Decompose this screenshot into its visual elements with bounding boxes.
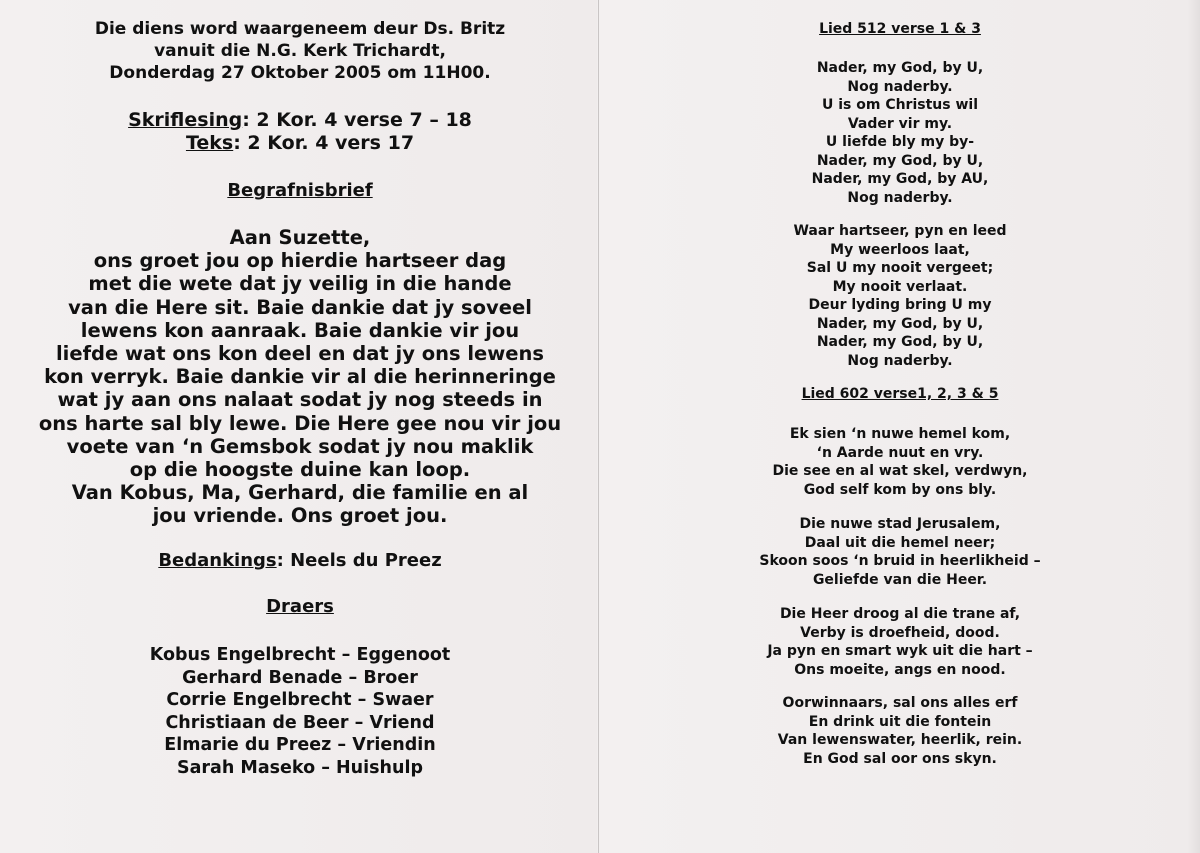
hymn-line: Geliefde van die Heer. (812, 571, 988, 588)
hymn-line: Van lewenswater, heerlik, rein. (777, 732, 1023, 748)
teks-line (20, 132, 580, 155)
hymn1-title-text: Lied 512 verse 1 & 3 (819, 21, 981, 37)
draers-title-text: Draers (266, 596, 334, 617)
hymn2-stanza (599, 425, 1200, 499)
hymn-line: Nader, my God, by U, (816, 152, 984, 169)
hymn-line: Nog naderby. (847, 78, 953, 95)
hymn2-stanza (599, 515, 1200, 589)
hymn-line: Nader, my God, by AU, (811, 171, 989, 187)
scripture-reading (20, 109, 580, 155)
teks-label: Teks (185, 132, 234, 154)
letter-line: ons groet jou op hierdie hartseer dag (93, 249, 507, 273)
bedankings-line (20, 550, 580, 572)
draer-name: Sarah Maseko – Huishulp (177, 757, 423, 778)
letter-body (20, 226, 580, 528)
skriflesing-value: : 2 Kor. 4 verse 7 – 18 (242, 109, 472, 131)
letter-line: kon verryk. Baie dankie vir al die herinneringe (44, 365, 556, 389)
draer-name: Elmarie du Preez – Vriendin (164, 735, 436, 756)
hymn-line: God self kom by ons bly. (803, 481, 997, 498)
hymn-line: Nog naderby. (847, 189, 953, 206)
hymn2-stanza (599, 694, 1200, 768)
header-line: Die diens word waargeneem deur Ds. Britz (94, 19, 506, 39)
header-line: Donderdag 27 Oktober 2005 om 11H00. (109, 63, 491, 83)
draer-name: Corrie Engelbrecht – Swaer (166, 690, 434, 711)
hymn-line: ‘n Aarde nuut en vry. (816, 444, 984, 461)
right-page (598, 0, 1200, 853)
bedankings-value: : Neels du Preez (276, 550, 442, 571)
letter-line: wat jy aan ons nalaat sodat jy nog steeds in (57, 388, 543, 412)
letter-line: van die Here sit. Baie dankie dat jy soveel (68, 295, 532, 319)
hymn1-title (599, 20, 1200, 39)
draer-name: Gerhard Benade – Broer (182, 667, 418, 688)
hymn-line: Deur lyding bring U my (808, 297, 992, 313)
skriflesing-line (20, 109, 580, 132)
hymn-line: U is om Christus wil (821, 97, 978, 113)
hymn-line: Nader, my God, by U, (816, 60, 984, 76)
hymn-line: Vader vir my. (847, 115, 953, 132)
hymn-line: Oorwinnaars, sal ons alles erf (782, 695, 1018, 711)
bedankings (20, 550, 580, 572)
hymn2-title (599, 385, 1200, 404)
hymn-line: U liefde bly my by- (825, 134, 975, 150)
hymn-line: My weerloos laat, (830, 241, 970, 258)
teks-value: : 2 Kor. 4 vers 17 (233, 132, 415, 154)
hymn-line: Waar hartseer, pyn en leed (793, 223, 1007, 239)
letter-title (20, 180, 580, 202)
letter-title-text: Begrafnisbrief (227, 180, 373, 201)
hymn-line: Die see en al wat skel, verdwyn, (772, 463, 1028, 479)
bedankings-label: Bedankings (158, 550, 277, 571)
hymn-line: Daal uit die hemel neer; (804, 534, 996, 551)
hymn-line: My nooit verlaat. (832, 278, 968, 295)
hymn-line: Nader, my God, by U, (816, 334, 984, 350)
draer-name: Christiaan de Beer – Vriend (165, 712, 435, 733)
hymn-line: Ja pyn en smart wyk uit die hart – (767, 643, 1033, 659)
hymn-line: En drink uit die fontein (808, 713, 992, 730)
letter-greeting: Aan Suzette, (229, 226, 371, 249)
header-line: vanuit die N.G. Kerk Trichardt, (154, 41, 446, 61)
hymn-line: Nader, my God, by U, (816, 315, 984, 332)
hymn1-stanza (599, 222, 1200, 370)
hymn1-stanza (599, 59, 1200, 207)
hymn-line: Verby is droefheid, dood. (800, 624, 1000, 641)
hymn-line: En God sal oor ons skyn. (803, 750, 997, 767)
hymn-line: Die nuwe stad Jerusalem, (799, 516, 1001, 532)
letter-line: ons harte sal bly lewe. Die Here gee nou vir jou (38, 411, 562, 435)
letter-line: Van Kobus, Ma, Gerhard, die familie en al (71, 481, 529, 505)
draer-name: Kobus Engelbrecht – Eggenoot (149, 645, 451, 665)
letter-line: liefde wat ons kon deel en dat jy ons lewens (55, 342, 545, 366)
service-header (20, 18, 580, 84)
skriflesing-label: Skriflesing (128, 109, 243, 131)
hymn2-title-text: Lied 602 verse1, 2, 3 & 5 (801, 386, 999, 402)
draers-title (20, 596, 580, 618)
draers-list (20, 644, 580, 780)
hymn-line: Sal U my nooit vergeet; (806, 260, 994, 276)
letter-line: met die wete dat jy veilig in die hande (88, 272, 512, 296)
hymn-line: Ek sien ‘n nuwe hemel kom, (789, 426, 1011, 442)
letter-line: jou vriende. Ons groet jou. (152, 504, 448, 528)
left-page (0, 0, 597, 853)
letter-line: lewens kon aanraak. Baie dankie vir jou (80, 318, 520, 342)
letter-line: op die hoogste duine kan loop. (129, 458, 471, 482)
hymn-line: Ons moeite, angs en nood. (794, 661, 1006, 678)
hymn-line: Die Heer droog al die trane af, (779, 606, 1021, 622)
letter-line: voete van ‘n Gemsbok sodat jy nou maklik (66, 434, 534, 458)
hymn-line: Skoon soos ‘n bruid in heerlikheid – (759, 553, 1041, 569)
hymn-line: Nog naderby. (847, 352, 953, 369)
hymn2-stanza (599, 605, 1200, 679)
